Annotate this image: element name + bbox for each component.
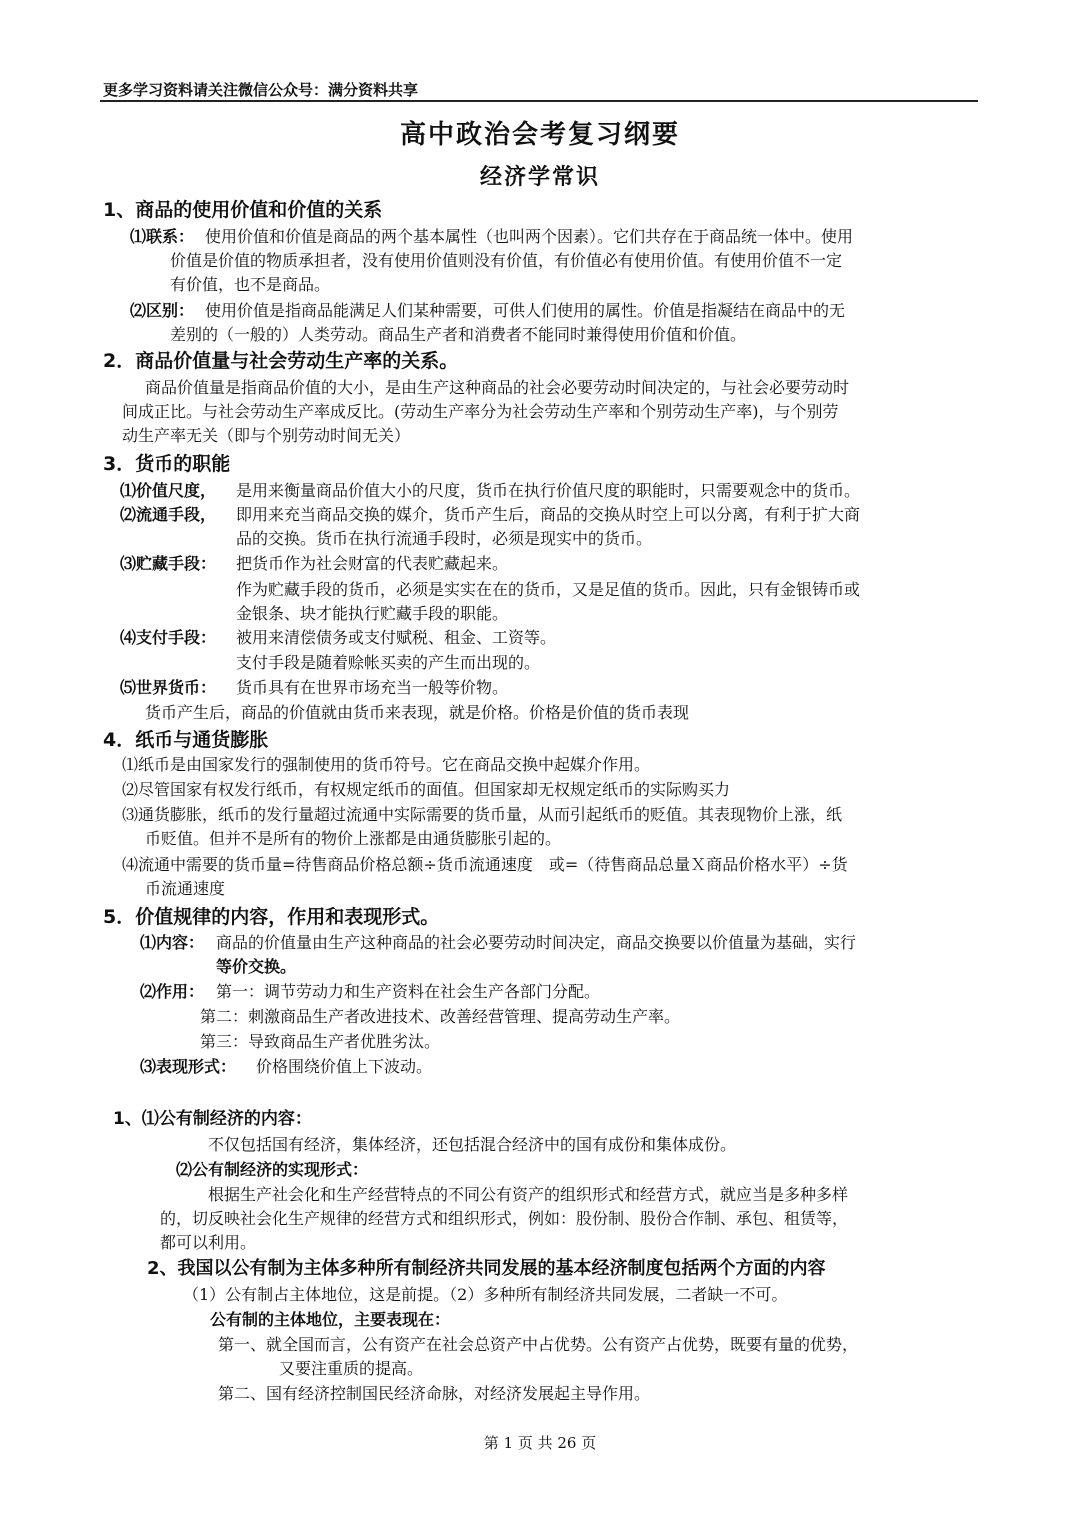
section-3-heading: 3．货币的职能 bbox=[103, 453, 231, 475]
sec1-contact-label: ⑴联系： bbox=[130, 227, 195, 246]
sec3-item-4-line-1: 被用来清偿债务或支付赋税、租金、工资等。 bbox=[236, 628, 557, 647]
sec1-contact-line-1: 使用价值和价值是商品的两个基本属性（也叫两个因素）。它们共存在于商品统一体中。使用 bbox=[205, 227, 854, 246]
sec2-line-3: 动生产率无关（即与个别劳动时间无关） bbox=[122, 426, 411, 445]
part2-s1b-line-2: 的，切反映社会化生产规律的经营方式和组织形式，例如：股份制、股份合作制、承包、租赁等， bbox=[160, 1209, 849, 1228]
sec3-item-5-text: 货币具有在世界市场充当一般等价物。 bbox=[236, 678, 509, 697]
sec4-line-3b: 币贬值。但并不是所有的物价上涨都是由通货膨胀引起的。 bbox=[145, 829, 562, 848]
sec3-item-4-label: ⑷支付手段： bbox=[120, 628, 217, 647]
page-subtitle: 经济学常识 bbox=[479, 165, 600, 190]
sec5-function-line-2: 第二：刺激商品生产者改进技术、改善经营管理、提高劳动生产率。 bbox=[200, 1007, 681, 1026]
section-5-heading: 5．价值规律的内容，作用和表现形式。 bbox=[103, 906, 440, 928]
header-notice: 更多学习资料请关注微信公众号：满分资料共享 bbox=[103, 81, 419, 99]
sec4-line-4a: ⑷流通中需要的货币量=待售商品价格总额÷货币流通速度 或=（待售商品总量Ｘ商品价格水平）÷货 bbox=[122, 855, 848, 874]
header-rule bbox=[100, 100, 978, 102]
part2-s2-point-1b: 又要注重质的提高。 bbox=[279, 1359, 424, 1378]
sec4-line-1: ⑴纸币是由国家发行的强制使用的货币符号。它在商品交换中起媒介作用。 bbox=[122, 755, 651, 774]
sec2-line-2: 间成正比。与社会劳动生产率成反比。(劳动生产率分为社会劳动生产率和个别劳动生产率)，与个别劳 bbox=[122, 402, 839, 421]
sec3-item-3-line-1: 把货币作为社会财富的代表贮藏起来。 bbox=[236, 554, 509, 573]
sec1-contact-line-2: 价值是价值的物质承担者，没有使用价值则没有价值，有价值必有使用价值。有使用价值不一定 bbox=[170, 251, 843, 270]
sec2-line-1: 商品价值量是指商品价值的大小，是由生产这种商品的社会必要劳动时间决定的，与社会必要劳动时 bbox=[145, 378, 850, 397]
sec5-function-line-3: 第三：导致商品生产者优胜劣汰。 bbox=[200, 1032, 441, 1051]
sec3-item-3-label: ⑶贮藏手段： bbox=[120, 554, 217, 573]
part2-s1b-line-3: 都可以利用。 bbox=[160, 1233, 257, 1252]
part2-s2-subheading: 公有制的主体地位，主要表现在： bbox=[210, 1310, 451, 1329]
page-number: 第 1 页 共 26 页 bbox=[483, 1434, 597, 1452]
section-4-heading: 4．纸币与通货膨胀 bbox=[103, 729, 269, 751]
part2-s1-text: 不仅包括国有经济，集体经济，还包括混合经济中的国有成份和集体成份。 bbox=[208, 1135, 737, 1154]
sec3-item-3-line-3: 金银条、块才能执行贮藏手段的职能。 bbox=[236, 604, 509, 623]
sec3-item-5-label: ⑸世界货币： bbox=[120, 678, 217, 697]
sec3-item-4-line-2: 支付手段是随着赊帐买卖的产生而出现的。 bbox=[236, 653, 541, 672]
sec5-form-text: 价格围绕价值上下波动。 bbox=[256, 1057, 433, 1076]
sec1-difference-line-2: 差别的（一般的）人类劳动。商品生产者和消费者不能同时兼得使用价值和价值。 bbox=[170, 325, 747, 344]
sec4-line-2: ⑵尽管国家有权发行纸币，有权规定纸币的面值。但国家却无权规定纸币的实际购买力 bbox=[122, 780, 731, 799]
sec3-item-2-label: ⑵流通手段， bbox=[120, 505, 217, 524]
sec5-function-label: ⑵作用： bbox=[140, 982, 205, 1001]
part2-s2-heading: 2、我国以公有制为主体多种所有制经济共同发展的基本经济制度包括两个方面的内容 bbox=[147, 1258, 826, 1279]
sec3-item-1-label: ⑴价值尺度， bbox=[120, 481, 217, 500]
part2-s2-point-2: 第二、国有经济控制国民经济命脉，对经济发展起主导作用。 bbox=[218, 1384, 651, 1403]
sec3-item-3-line-2: 作为贮藏手段的货币，必须是实实在在的货币，又是足值的货币。因此，只有金银铸币或 bbox=[236, 580, 861, 599]
part2-s1b-line-1: 根据生产社会化和生产经营特点的不同公有资产的组织形式和经营方式，就应当是多种多样 bbox=[208, 1185, 849, 1204]
sec1-contact-line-3: 有价值，也不是商品。 bbox=[170, 275, 331, 294]
part2-s1-heading: 1、⑴公有制经济的内容： bbox=[113, 1109, 312, 1129]
sec4-line-3a: ⑶通货膨胀，纸币的发行量超过流通中实际需要的货币量，从而引起纸币的贬值。其表现物价上涨，纸 bbox=[122, 805, 843, 824]
sec3-item-2-line-1: 即用来充当商品交换的媒介，货币产生后，商品的交换从时空上可以分离，有利于扩大商 bbox=[236, 505, 861, 524]
sec1-difference-label: ⑵区别： bbox=[130, 301, 195, 320]
part2-s2-line-1: （1）公有制占主体地位，这是前提。（2）多种所有制经济共同发展，二者缺一不可。 bbox=[183, 1285, 788, 1304]
sec5-content-label: ⑴内容： bbox=[140, 933, 205, 952]
sec5-content-line-1: 商品的价值量由生产这种商品的社会必要劳动时间决定，商品交换要以价值量为基础，实行 bbox=[216, 933, 857, 952]
sec4-line-4b: 币流通速度 bbox=[145, 879, 226, 898]
sec3-item-2-line-2: 品的交换。货币在执行流通手段时，必须是现实中的货币。 bbox=[236, 529, 653, 548]
section-2-heading: 2．商品价值量与社会劳动生产率的关系。 bbox=[103, 350, 459, 372]
section-1-heading: 1、商品的使用价值和价值的关系 bbox=[103, 199, 383, 221]
sec1-difference-line-1: 使用价值是指商品能满足人们某种需要，可供人们使用的属性。价值是指凝结在商品中的无 bbox=[205, 301, 846, 320]
sec5-form-label: ⑶表现形式： bbox=[140, 1057, 237, 1076]
sec3-item-1-text: 是用来衡量商品价值大小的尺度，货币在执行价值尺度的职能时，只需要观念中的货币。 bbox=[236, 481, 861, 500]
sec5-content-line-2: 等价交换。 bbox=[216, 957, 297, 976]
part2-s2-point-1a: 第一、就全国而言，公有资产在社会总资产中占优势。公有资产占优势，既要有量的优势， bbox=[218, 1335, 859, 1354]
part2-s1b-heading: ⑵公有制经济的实现形式： bbox=[176, 1160, 369, 1179]
page-title: 高中政治会考复习纲要 bbox=[399, 120, 680, 150]
sec5-function-line-1: 第一：调节劳动力和生产资料在社会生产各部门分配。 bbox=[216, 982, 601, 1001]
sec3-note: 货币产生后，商品的价值就由货币来表现，就是价格。价格是价值的货币表现 bbox=[145, 703, 690, 722]
